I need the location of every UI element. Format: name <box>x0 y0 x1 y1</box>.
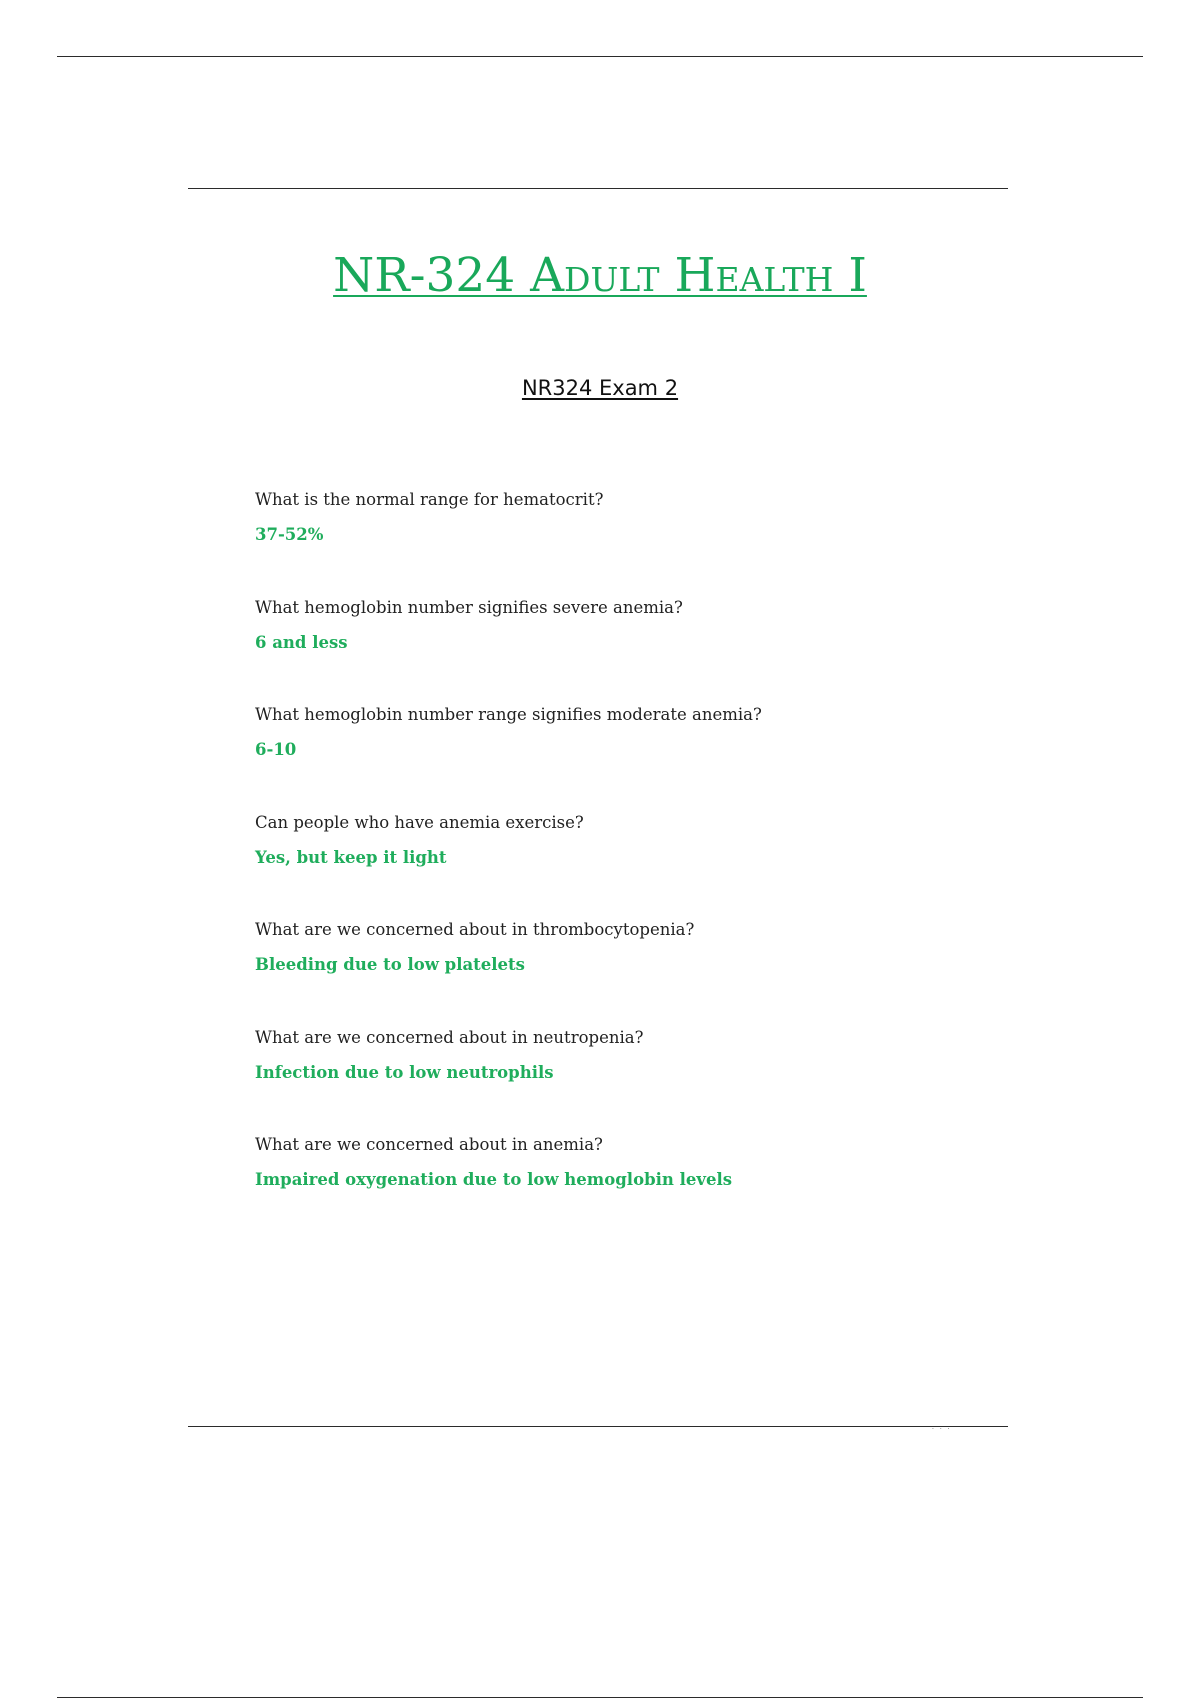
answer-text: Yes, but keep it light <box>255 847 447 867</box>
document-subtitle: NR324 Exam 2 <box>521 376 679 400</box>
qa-item <box>255 596 975 704</box>
answer-text: Bleeding due to low platelets <box>255 955 525 974</box>
answer-text: 6-10 <box>255 740 297 759</box>
qa-item <box>255 918 975 1026</box>
question-text: What is the normal range for hematocrit? <box>255 490 604 509</box>
qa-list <box>255 488 975 1241</box>
qa-item <box>255 1133 975 1241</box>
page-top-rule <box>57 56 1143 57</box>
qa-item <box>255 1026 975 1134</box>
question-text: What are we concerned about in neutropenia? <box>255 1027 644 1047</box>
answer-text: 6 and less <box>255 632 348 652</box>
footer-rule <box>188 1426 1008 1427</box>
document-title: NR-324 Adult Health I <box>333 248 867 303</box>
answer-text: 37-52% <box>255 525 324 544</box>
page-number-mark: · · · <box>932 1426 952 1433</box>
qa-item <box>255 488 975 596</box>
answer-text: Infection due to low neutrophils <box>255 1062 554 1082</box>
question-text: What hemoglobin number signifies severe anemia? <box>255 597 683 617</box>
qa-item <box>255 811 975 919</box>
qa-item <box>255 703 975 811</box>
question-text: Can people who have anemia exercise? <box>255 812 584 832</box>
question-text: What hemoglobin number range signifies moderate anemia? <box>255 705 762 724</box>
question-text: What are we concerned about in thrombocytopenia? <box>255 920 695 939</box>
page-bottom-rule <box>57 1697 1143 1698</box>
question-text: What are we concerned about in anemia? <box>255 1135 603 1154</box>
answer-text: Impaired oxygenation due to low hemoglobin levels <box>255 1170 733 1189</box>
header-rule <box>188 188 1008 189</box>
